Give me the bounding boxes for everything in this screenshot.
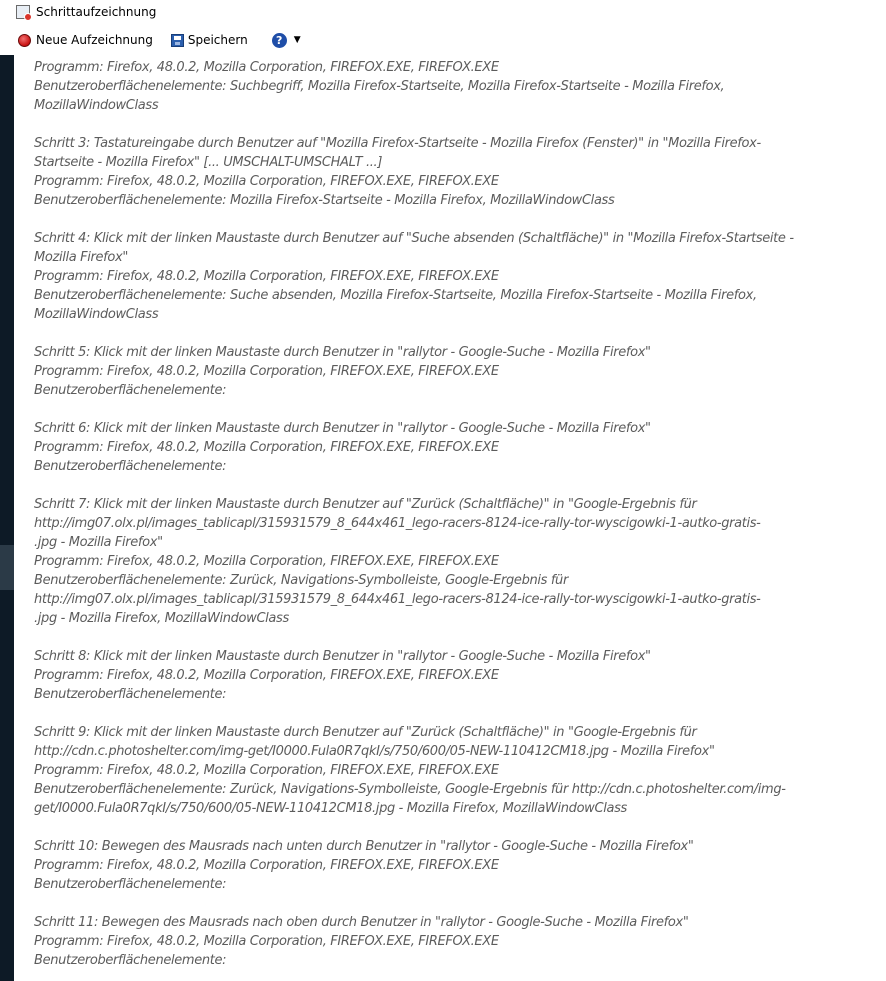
- log-line: Benutzeroberflächenelemente: Zurück, Navigations-Symbolleiste, Google-Ergebnis für: [34, 573, 568, 588]
- help-button[interactable]: [266, 33, 301, 48]
- floppy-disk-icon: [171, 34, 184, 47]
- log-line: Schritt 3: Tastatureingabe durch Benutzer auf "Mozilla Firefox-Startseite - Mozilla Firefox (Fenster)" in "Mozilla Firefox-: [34, 136, 761, 151]
- steps-recorder-app-icon: [16, 5, 30, 19]
- log-spacer: [34, 628, 804, 647]
- log-line: Schritt 5: Klick mit der linken Maustaste durch Benutzer in "rallytor - Google-Suche - Mozilla Firefox": [34, 345, 651, 360]
- log-line: .jpg - Mozilla Firefox, MozillaWindowClass: [34, 611, 289, 626]
- help-icon: ?: [272, 33, 287, 48]
- log-line: Programm: Firefox, 48.0.2, Mozilla Corporation, FIREFOX.EXE, FIREFOX.EXE: [34, 554, 499, 569]
- steps-recorder-window: [14, 0, 886, 981]
- log-line: Mozilla Firefox": [34, 250, 128, 265]
- log-spacer: [34, 115, 804, 134]
- log-line: get/I0000.Fula0R7qkI/s/750/600/05-NEW-110412CM18.jpg - Mozilla Firefox, MozillaWindowClass: [34, 801, 627, 816]
- log-line: Schritt 6: Klick mit der linken Maustaste durch Benutzer in "rallytor - Google-Suche - Mozilla Firefox": [34, 421, 651, 436]
- new-recording-button[interactable]: [18, 33, 153, 47]
- log-line: Benutzeroberflächenelemente:: [34, 877, 227, 892]
- log-line: http://cdn.c.photoshelter.com/img-get/I0000.Fula0R7qkI/s/750/600/05-NEW-110412CM18.jpg - Mozilla Firefox": [34, 744, 715, 759]
- chevron-down-icon[interactable]: ▼: [293, 35, 301, 45]
- log-line: http://img07.olx.pl/images_tablicapl/315931579_8_644x461_lego-racers-8124-ice-rally-tor-wyscigowki-1-autko-gratis-: [34, 516, 761, 531]
- save-label: Speichern: [187, 33, 248, 47]
- log-line: Benutzeroberflächenelemente:: [34, 687, 227, 702]
- log-line: Schritt 11: Bewegen des Mausrads nach oben durch Benutzer in "rallytor - Google-Suche - Mozilla Firefox": [34, 915, 689, 930]
- taskbar-segment: [0, 545, 14, 590]
- log-line: Programm: Firefox, 48.0.2, Mozilla Corporation, FIREFOX.EXE, FIREFOX.EXE: [34, 763, 499, 778]
- log-line: Schritt 10: Bewegen des Mausrads nach unten durch Benutzer in "rallytor - Google-Suche - Mozilla Firefox": [34, 839, 694, 854]
- log-spacer: [34, 324, 804, 343]
- log-spacer: [34, 818, 804, 837]
- log-line: Programm: Firefox, 48.0.2, Mozilla Corporation, FIREFOX.EXE, FIREFOX.EXE: [34, 858, 499, 873]
- log-spacer: [34, 210, 804, 229]
- log-line: http://img07.olx.pl/images_tablicapl/315931579_8_644x461_lego-racers-8124-ice-rally-tor-wyscigowki-1-autko-gratis-: [34, 592, 761, 607]
- log-line: Benutzeroberflächenelemente: Suchbegriff, Mozilla Firefox-Startseite, Mozilla Firefox-Startseite - Mozilla Firefox,: [34, 79, 725, 94]
- log-line: Programm: Firefox, 48.0.2, Mozilla Corporation, FIREFOX.EXE, FIREFOX.EXE: [34, 174, 499, 189]
- log-line: Programm: Firefox, 48.0.2, Mozilla Corporation, FIREFOX.EXE, FIREFOX.EXE: [34, 934, 499, 949]
- log-line: Programm: Firefox, 48.0.2, Mozilla Corporation, FIREFOX.EXE, FIREFOX.EXE: [34, 269, 499, 284]
- window-title: Schrittaufzeichnung: [36, 5, 157, 19]
- log-line: Schritt 4: Klick mit der linken Maustaste durch Benutzer auf "Suche absenden (Schaltfläche)" in "Mozilla Firefox-Startseite -: [34, 231, 794, 246]
- desktop-background-strip: [0, 55, 14, 981]
- log-line: Programm: Firefox, 48.0.2, Mozilla Corporation, FIREFOX.EXE, FIREFOX.EXE: [34, 60, 499, 75]
- recorded-steps-log: [34, 58, 804, 970]
- log-spacer: [34, 400, 804, 419]
- log-line: Benutzeroberflächenelemente:: [34, 383, 227, 398]
- log-line: Schritt 9: Klick mit der linken Maustaste durch Benutzer auf "Zurück (Schaltfläche)" in "Google-Ergebnis für: [34, 725, 697, 740]
- title-bar[interactable]: [0, 0, 886, 24]
- toolbar: [14, 28, 886, 52]
- log-line: MozillaWindowClass: [34, 98, 159, 113]
- log-line: Programm: Firefox, 48.0.2, Mozilla Corporation, FIREFOX.EXE, FIREFOX.EXE: [34, 668, 499, 683]
- log-spacer: [34, 894, 804, 913]
- log-line: Benutzeroberflächenelemente: Suche absenden, Mozilla Firefox-Startseite, Mozilla Firefox-Startseite - Mozilla Firefox,: [34, 288, 757, 303]
- save-button[interactable]: [171, 33, 248, 47]
- log-line: .jpg - Mozilla Firefox": [34, 535, 163, 550]
- record-icon: [18, 34, 31, 47]
- log-line: Benutzeroberflächenelemente: Mozilla Firefox-Startseite - Mozilla Firefox, MozillaWindowClass: [34, 193, 615, 208]
- log-line: Benutzeroberflächenelemente: Zurück, Navigations-Symbolleiste, Google-Ergebnis für http://cdn.c.photoshelter.com/img-: [34, 782, 786, 797]
- log-line: Schritt 8: Klick mit der linken Maustaste durch Benutzer in "rallytor - Google-Suche - Mozilla Firefox": [34, 649, 651, 664]
- log-spacer: [34, 704, 804, 723]
- log-line: MozillaWindowClass: [34, 307, 159, 322]
- log-line: Startseite - Mozilla Firefox" [... UMSCHALT-UMSCHALT ...]: [34, 155, 383, 170]
- log-line: Programm: Firefox, 48.0.2, Mozilla Corporation, FIREFOX.EXE, FIREFOX.EXE: [34, 364, 499, 379]
- log-line: Schritt 7: Klick mit der linken Maustaste durch Benutzer auf "Zurück (Schaltfläche)" in "Google-Ergebnis für: [34, 497, 697, 512]
- new-recording-label: Neue Aufzeichnung: [36, 33, 153, 47]
- log-line: Benutzeroberflächenelemente:: [34, 459, 227, 474]
- log-line: Programm: Firefox, 48.0.2, Mozilla Corporation, FIREFOX.EXE, FIREFOX.EXE: [34, 440, 499, 455]
- log-spacer: [34, 476, 804, 495]
- log-line: Benutzeroberflächenelemente:: [34, 953, 227, 968]
